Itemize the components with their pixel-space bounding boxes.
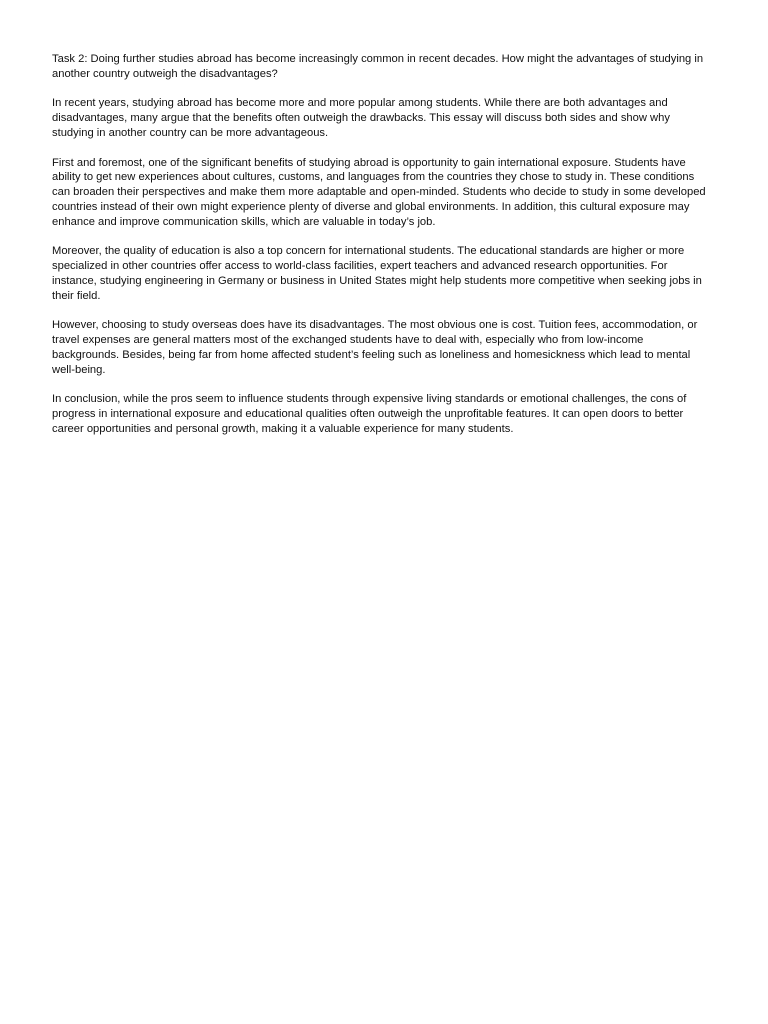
body-paragraph-international-exposure: First and foremost, one of the significant benefits of studying abroad is opportunity to gain international exposure. Students have ability to get new experiences about cultures, customs, and languages from the countries they chose to study in. These conditions can broaden their perspectives and make them more adaptable and open-minded. Students who decide to study in some developed countries instead of their own might experience plenty of diverse and global environments. In addition, this cultural exposure may enhance and improve communication skills, which are valuable in today’s job. (52, 156, 706, 228)
introduction-paragraph: In recent years, studying abroad has become more and more popular among students. While there are both advantages and disadvantages, many argue that the benefits often outweigh the drawbacks. This essay will discuss both sides and show why studying in another country can be more advantageous. (52, 97, 670, 139)
conclusion-paragraph: In conclusion, while the pros seem to influence students through expensive living standards or emotional challenges, the cons of progress in international exposure and educational qualities often outweigh the unprofitable features. It can open doors to better career opportunities and personal growth, making it a valuable experience for many students. (52, 393, 687, 435)
body-paragraph-education-quality: Moreover, the quality of education is also a top concern for international students. The educational standards are higher or more specialized in other countries offer access to world-class facilities, expert teachers and advanced research opportunities. For instance, studying engineering in Germany or business in United States might help students more competitive when seeking jobs in their field. (52, 245, 702, 302)
task-prompt-paragraph: Task 2: Doing further studies abroad has become increasingly common in recent decades. How might the advantages of studying in another country outweigh the disadvantages? (52, 53, 704, 80)
document-body (52, 52, 708, 452)
body-paragraph-disadvantages: However, choosing to study overseas does have its disadvantages. The most obvious one is cost. Tuition fees, accommodation, or travel expenses are general matters most of the exchanged students have to deal with, especially who from low-income backgrounds. Besides, being far from home affected student’s feeling such as loneliness and homesickness which lead to mental well-being. (52, 319, 698, 376)
